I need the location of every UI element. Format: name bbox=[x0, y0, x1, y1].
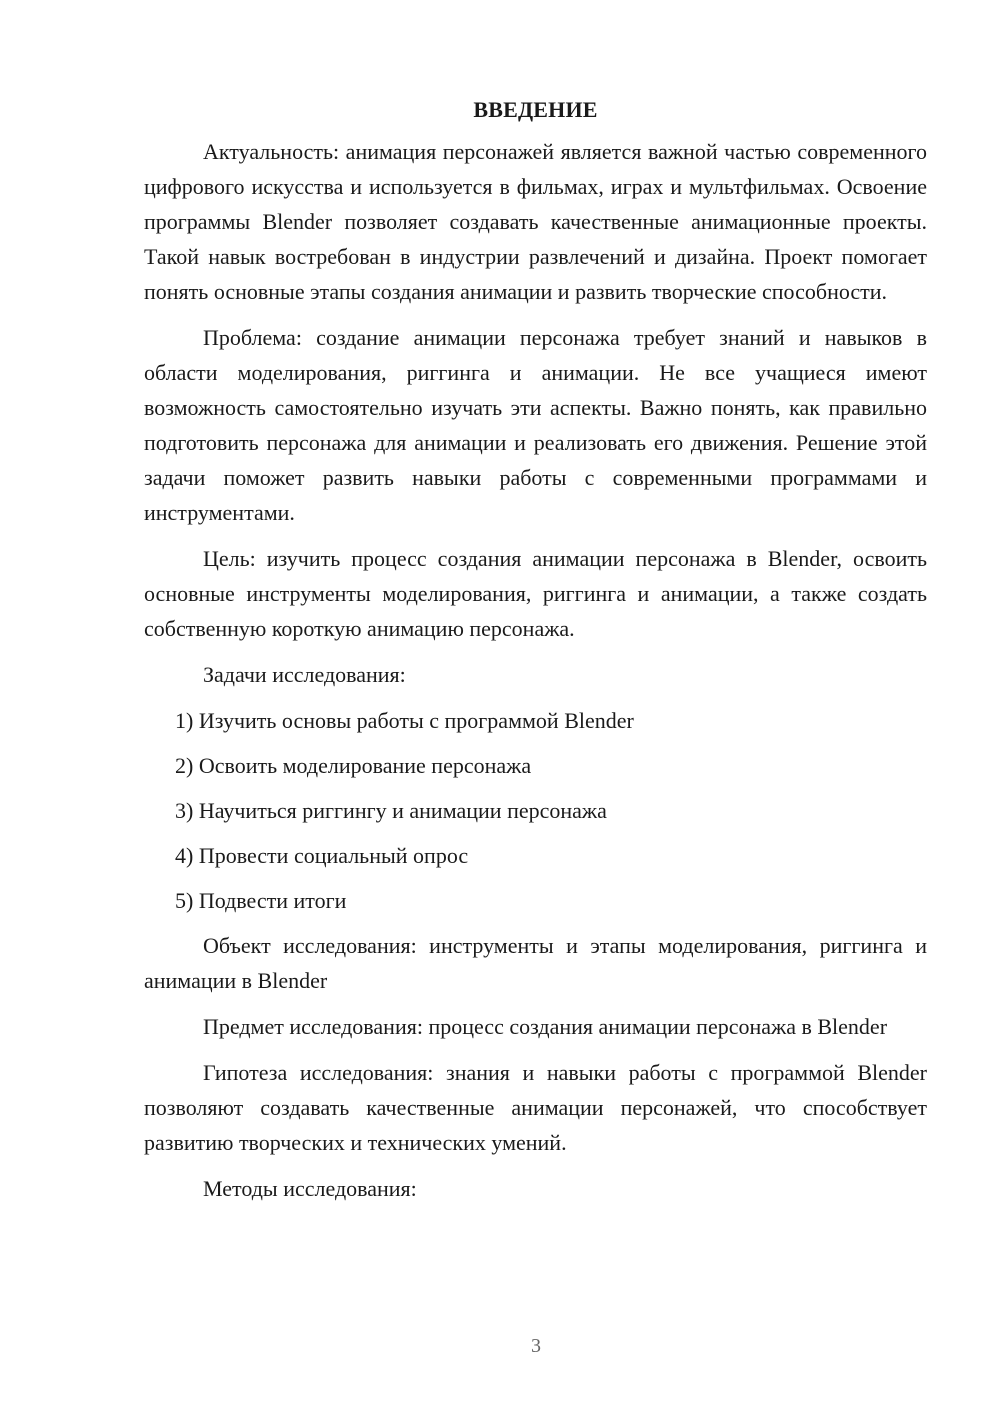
object-paragraph: Объект исследования: инструменты и этапы моделирования, риггинга и анимации в Blender bbox=[144, 933, 927, 993]
section-heading: ВВЕДЕНИЕ bbox=[473, 97, 598, 122]
document-page bbox=[144, 92, 927, 1217]
list-item: 3) Научиться риггингу и анимации персонажа bbox=[175, 798, 607, 823]
list-item: 5) Подвести итоги bbox=[175, 888, 347, 913]
methods-title: Методы исследования: bbox=[203, 1176, 417, 1201]
list-item: 2) Освоить моделирование персонажа bbox=[175, 753, 532, 778]
list-item: 1) Изучить основы работы с программой Blender bbox=[175, 708, 634, 733]
relevance-paragraph: Актуальность: анимация персонажей является важной частью современного цифрового искусства и используется в фильмах, играх и мультфильмах. Освоение программы Blender позволяет создавать качественные анимационные проекты. Такой навык востребован в индустрии развлечений и дизайна. Проект помогает понять основные этапы создания анимации и развить творческие способности. bbox=[144, 139, 927, 304]
list-item: 4) Провести социальный опрос bbox=[175, 843, 469, 868]
tasks-list bbox=[144, 703, 927, 918]
page-number: 3 bbox=[531, 1335, 541, 1357]
goal-paragraph: Цель: изучить процесс создания анимации персонажа в Blender, освоить основные инструменты моделирования, риггинга и анимации, а также создать собственную короткую анимацию персонажа. bbox=[144, 546, 927, 641]
subject-paragraph: Предмет исследования: процесс создания анимации персонажа в Blender bbox=[203, 1014, 888, 1039]
tasks-title: Задачи исследования: bbox=[203, 662, 406, 687]
hypothesis-paragraph: Гипотеза исследования: знания и навыки работы с программой Blender позволяют создавать качественные анимации персонажей, что способствует развитию творческих и технических умений. bbox=[144, 1060, 927, 1155]
problem-paragraph: Проблема: создание анимации персонажа требует знаний и навыков в области моделирования, риггинга и анимации. Не все учащиеся имеют возможность самостоятельно изучать эти аспекты. Важно понять, как правильно подготовить персонажа для анимации и реализовать его движения. Решение этой задачи поможет развить навыки работы с современными программами и инструментами. bbox=[144, 325, 927, 525]
